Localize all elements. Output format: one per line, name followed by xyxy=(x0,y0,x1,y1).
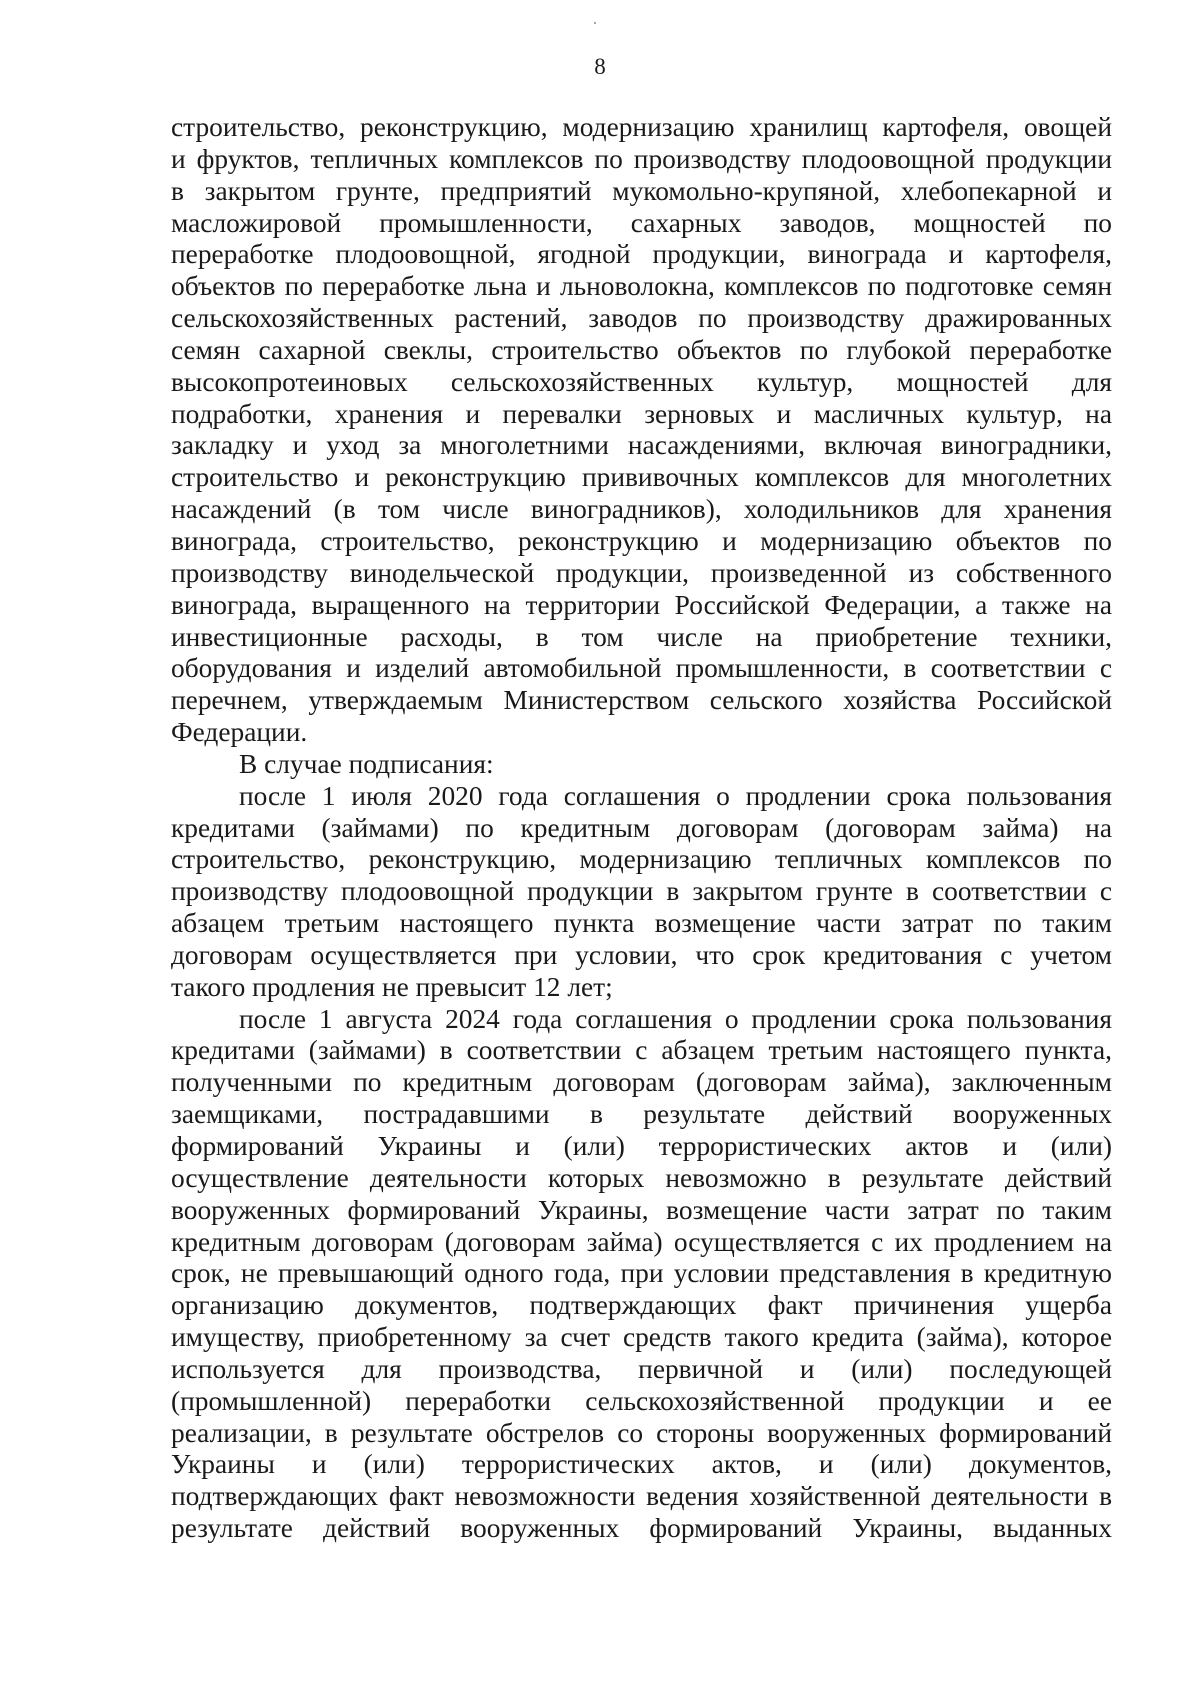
text-line: имуществу, приобретенному за счет средств такого кредита (займа), которое xyxy=(171,1322,1112,1353)
text-line: семян сахарной свеклы, строительство объектов по глубокой переработке xyxy=(171,334,1112,365)
text-line: в закрытом грунте, предприятий мукомольно-крупяной, хлебопекарной и xyxy=(171,175,1112,206)
text-line: подработки, хранения и перевалки зерновых и масличных культур, на xyxy=(171,398,1112,429)
text-line: заемщиками, пострадавшими в результате действий вооруженных xyxy=(171,1099,1112,1130)
text-line: организацию документов, подтверждающих факт причинения ущерба xyxy=(171,1290,1112,1321)
text-line: производству плодоовощной продукции в закрытом грунте в соответствии с xyxy=(171,876,1112,907)
text-line: договорам осуществляется при условии, что срок кредитования с учетом xyxy=(171,939,1112,970)
text-line: кредитами (займами) по кредитным договорам (договорам займа) на xyxy=(171,812,1112,843)
paragraph-4 xyxy=(171,1004,1112,1545)
text-line: В случае подписания: xyxy=(239,748,494,779)
text-line: Украины и (или) террористических актов, и (или) документов, xyxy=(171,1449,1112,1480)
text-line: после 1 августа 2024 года соглашения о продлении срока пользования xyxy=(239,1003,1112,1034)
scan-speck xyxy=(594,22,596,24)
text-line: перечнем, утверждаемым Министерством сельского хозяйства Российской xyxy=(171,685,1112,716)
text-line: строительство и реконструкцию прививочных комплексов для многолетних xyxy=(171,462,1112,493)
text-line: оборудования и изделий автомобильной промышленности, в соответствии с xyxy=(171,653,1112,684)
text-line: переработке плодоовощной, ягодной продукции, винограда и картофеля, xyxy=(171,239,1112,270)
text-line: винограда, выращенного на территории Российской Федерации, а также на xyxy=(171,589,1112,620)
text-line: полученными по кредитным договорам (договорам займа), заключенным xyxy=(171,1067,1112,1098)
text-line: высокопротеиновых сельскохозяйственных культур, мощностей для xyxy=(171,366,1112,397)
text-line: инвестиционные расходы, в том числе на приобретение техники, xyxy=(171,621,1112,652)
text-line: производству винодельческой продукции, произведенной из собственного xyxy=(171,557,1112,588)
text-line: результате действий вооруженных формирований Украины, выданных xyxy=(171,1513,1112,1544)
body-text xyxy=(171,112,1112,1545)
text-line: подтверждающих факт невозможности ведения хозяйственной деятельности в xyxy=(171,1481,1112,1512)
text-line: насаждений (в том числе виноградников), холодильников для хранения xyxy=(171,494,1112,525)
text-line: объектов по переработке льна и льноволокна, комплексов по подготовке семян xyxy=(171,271,1112,302)
text-line: вооруженных формирований Украины, возмещение части затрат по таким xyxy=(171,1194,1112,1225)
text-line: сельскохозяйственных растений, заводов по производству дражированных xyxy=(171,303,1112,334)
page-number: 8 xyxy=(594,54,606,79)
paragraph-3 xyxy=(171,781,1112,1004)
text-line: закладку и уход за многолетними насаждениями, включая виноградники, xyxy=(171,430,1112,461)
text-line: абзацем третьим настоящего пункта возмещение части затрат по таким xyxy=(171,908,1112,939)
text-line: Федерации. xyxy=(171,717,308,748)
text-line: строительство, реконструкцию, модернизацию хранилищ картофеля, овощей xyxy=(171,112,1112,142)
text-line: (промышленной) переработки сельскохозяйственной продукции и ее xyxy=(171,1385,1112,1416)
text-line: кредитным договорам (договорам займа) осуществляется с их продлением на xyxy=(171,1226,1112,1257)
text-line: кредитами (займами) в соответствии с абзацем третьим настоящего пункта, xyxy=(171,1035,1112,1066)
paragraph-2 xyxy=(171,749,1112,781)
text-line: реализации, в результате обстрелов со стороны вооруженных формирований xyxy=(171,1417,1112,1448)
text-line: формирований Украины и (или) террористических актов и (или) xyxy=(171,1131,1112,1161)
text-line: осуществление деятельности которых невозможно в результате действий xyxy=(171,1162,1112,1193)
text-line: строительство, реконструкцию, модернизацию тепличных комплексов по xyxy=(171,844,1112,875)
paragraph-1 xyxy=(171,112,1112,749)
text-line: такого продления не превысит 12 лет; xyxy=(171,971,613,1002)
text-line: винограда, строительство, реконструкцию и модернизацию объектов по xyxy=(171,525,1112,556)
text-line: используется для производства, первичной и (или) последующей xyxy=(171,1353,1112,1384)
text-line: и фруктов, тепличных комплексов по производству плодоовощной продукции xyxy=(171,143,1112,174)
text-line: масложировой промышленности, сахарных заводов, мощностей по xyxy=(171,207,1112,238)
text-line: срок, не превышающий одного года, при условии представления в кредитную xyxy=(171,1258,1112,1289)
text-line: после 1 июля 2020 года соглашения о продлении срока пользования xyxy=(239,780,1112,811)
